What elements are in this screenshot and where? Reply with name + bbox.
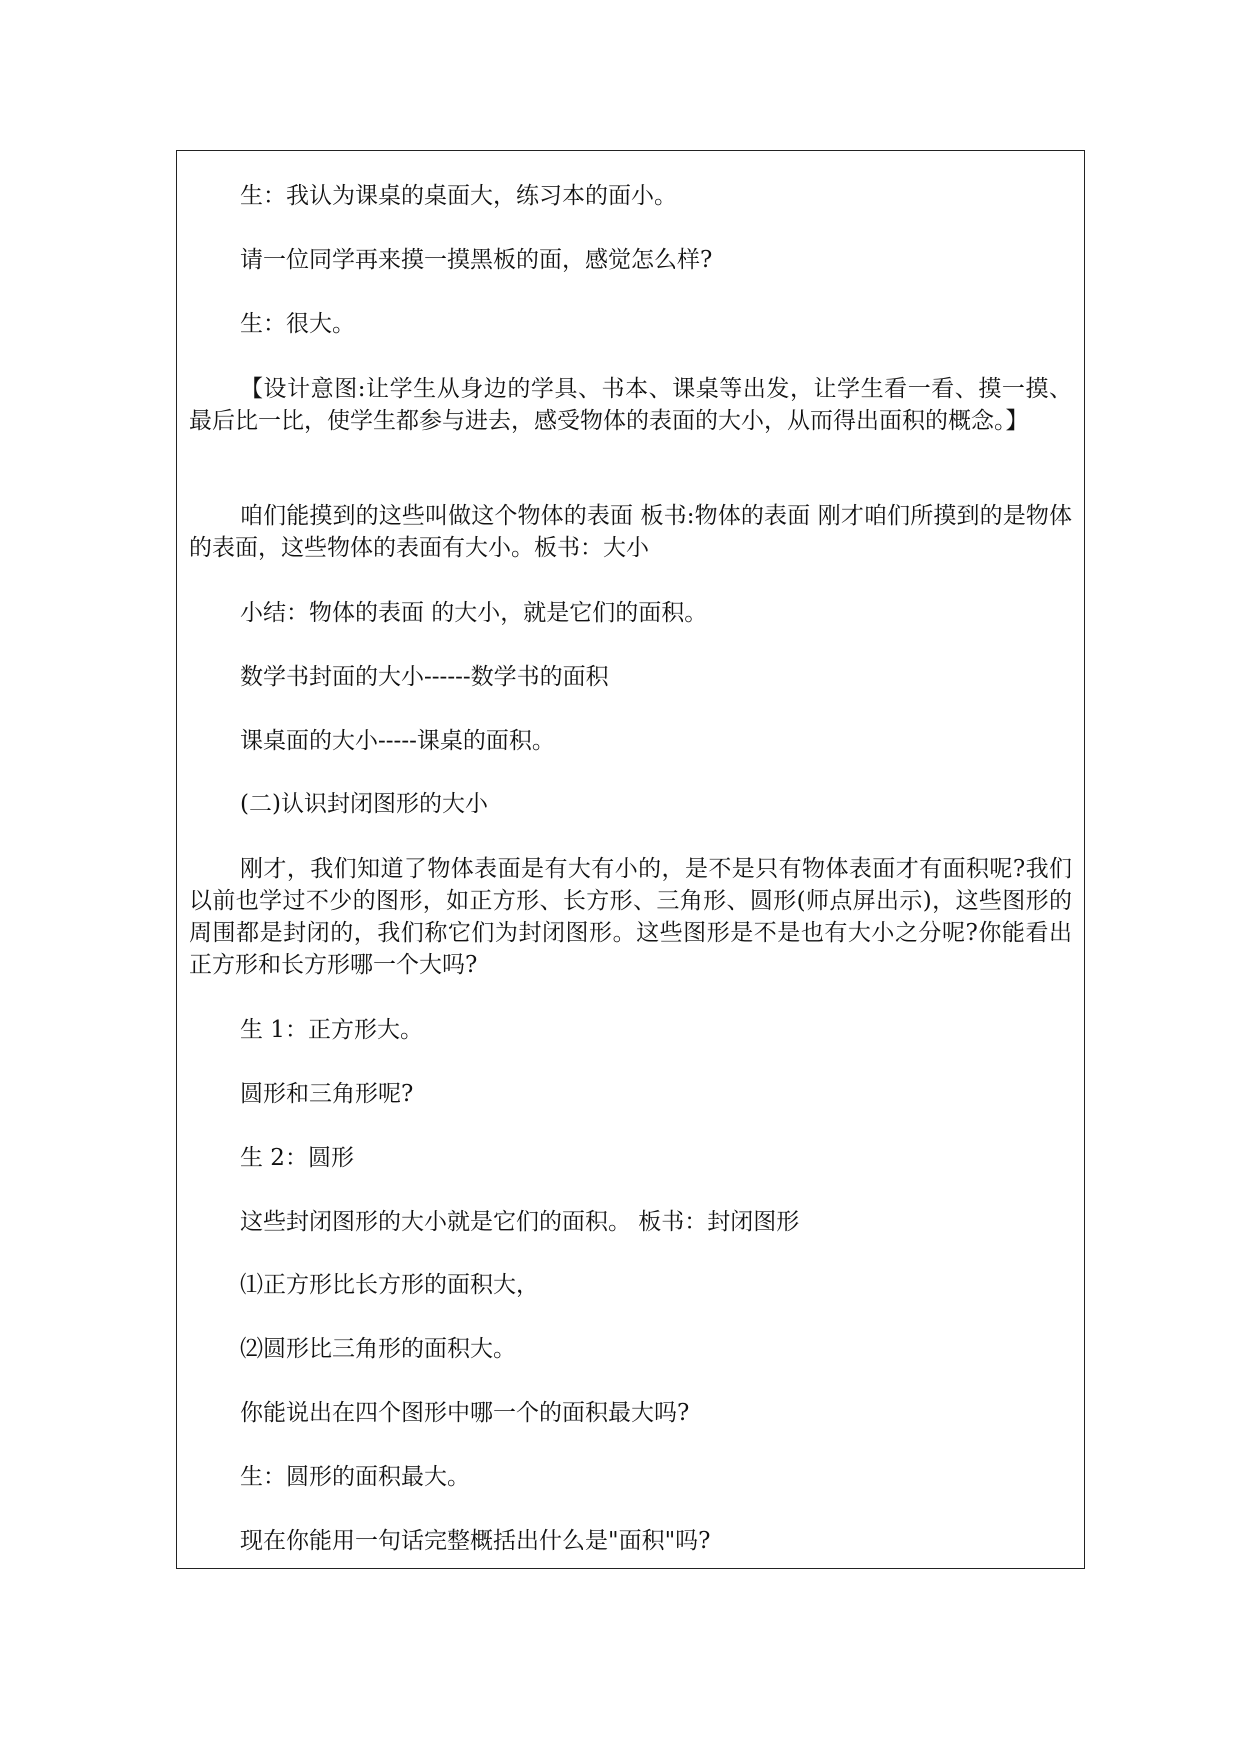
paragraph-2: 请一位同学再来摸一摸黑板的面，感觉怎么样?	[240, 247, 713, 273]
design-intent-paragraph: 【设计意图:让学生从身边的学具、书本、课桌等出发，让学生看一看、摸一摸、最后比一比，使学生都参与进去，感受物体的表面的大小，从而得出面积的概念。】	[189, 376, 1072, 434]
paragraph-1: 生：我认为课桌的桌面大，练习本的面小。	[240, 183, 677, 209]
list-item-2: ⑵圆形比三角形的面积大。	[240, 1336, 516, 1362]
paragraph-10: 刚才，我们知道了物体表面是有大有小的，是不是只有物体表面才有面积呢?我们以前也学过不少的图形，如正方形、长方形、三角形、圆形(师点屏出示)，这些图形的周围都是封闭的，我们称它们为封闭图形。这些图形是不是也有大小之分呢?你能看出正方形和长方形哪一个大吗?	[189, 856, 1072, 978]
paragraph-17: 你能说出在四个图形中哪一个的面积最大吗?	[240, 1400, 690, 1426]
paragraph-13: 生 2：圆形	[240, 1145, 354, 1171]
paragraph-18: 生：圆形的面积最大。	[240, 1464, 470, 1490]
paragraph-8: 课桌面的大小-----课桌的面积。	[240, 728, 555, 754]
document-frame	[176, 150, 1085, 1569]
list-item-1: ⑴正方形比长方形的面积大，	[240, 1272, 539, 1298]
paragraph-5: 咱们能摸到的这些叫做这个物体的表面 板书:物体的表面 刚才咱们所摸到的是物体的表面，这些物体的表面有大小。板书：大小	[189, 503, 1072, 561]
paragraph-11: 生 1：正方形大。	[240, 1017, 423, 1043]
paragraph-14: 这些封闭图形的大小就是它们的面积。 板书：封闭图形	[240, 1209, 800, 1235]
section-heading: (二)认识封闭图形的大小	[240, 791, 488, 817]
paragraph-3: 生：很大。	[240, 311, 355, 337]
summary-paragraph: 小结：物体的表面 的大小，就是它们的面积。	[240, 600, 708, 626]
paragraph-12: 圆形和三角形呢?	[240, 1081, 414, 1107]
paragraph-7: 数学书封面的大小------数学书的面积	[240, 664, 609, 690]
paragraph-19: 现在你能用一句话完整概括出什么是"面积"吗?	[240, 1528, 711, 1554]
